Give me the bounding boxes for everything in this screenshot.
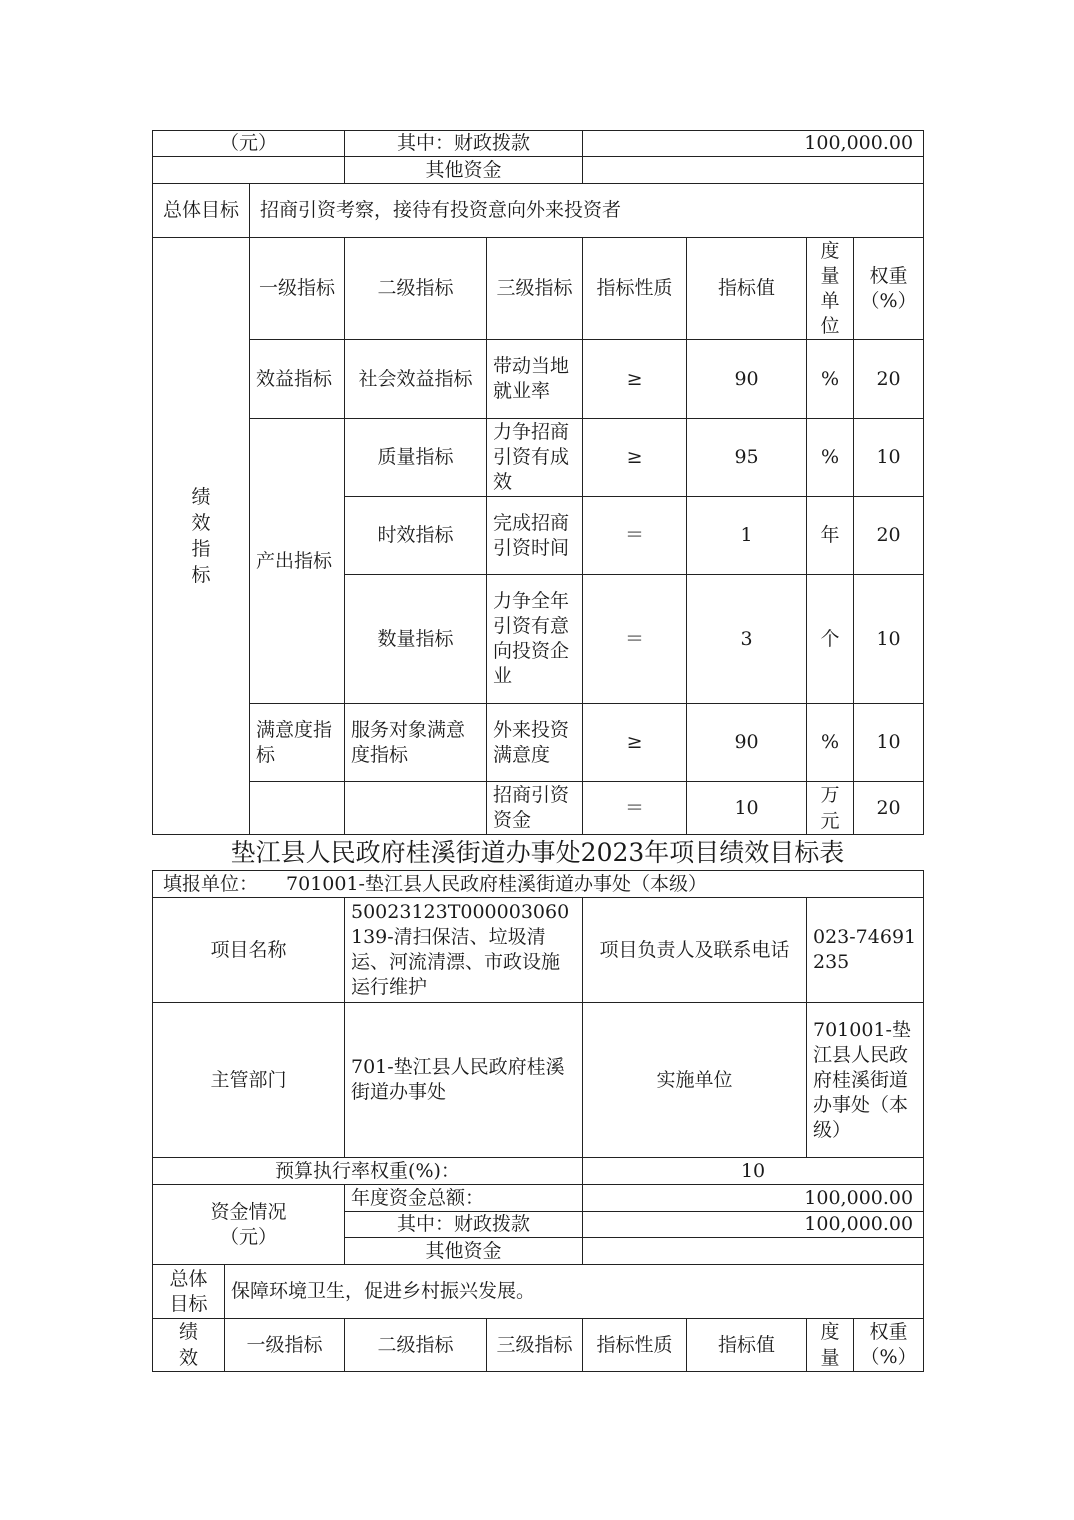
weight-cell: 10 <box>854 419 924 497</box>
weight-cell: 10 <box>854 704 924 782</box>
performance-label: 绩效 <box>153 1319 225 1372</box>
unit-cell: 万元 <box>807 782 854 835</box>
fiscal-value: 100,000.00 <box>583 1212 924 1238</box>
table-row <box>153 419 924 497</box>
fill-unit-value: 701001-垫江县人民政府桂溪街道办事处（本级） <box>286 872 707 895</box>
weight-cell: 20 <box>854 497 924 575</box>
header-level3: 三级指标 <box>487 1319 583 1372</box>
annual-total-value: 100,000.00 <box>583 1185 924 1212</box>
value-cell: 95 <box>687 419 807 497</box>
overall-goal-text: 保障环境卫生，促进乡村振兴发展。 <box>225 1265 924 1319</box>
annual-total-label: 年度资金总额： <box>345 1185 583 1212</box>
header-value: 指标值 <box>687 238 807 340</box>
fiscal-value: 100,000.00 <box>583 131 924 157</box>
unit-cell: 个 <box>807 575 854 704</box>
header-weight: 权重（%） <box>854 1319 924 1372</box>
fund-status-label: 资金情况 （元） <box>153 1185 345 1265</box>
dept-label: 主管部门 <box>153 1003 345 1158</box>
value-cell: 1 <box>687 497 807 575</box>
header-value: 指标值 <box>687 1319 807 1372</box>
fund-unit-label: （元） <box>153 131 345 157</box>
budget-rate-value: 10 <box>583 1158 924 1185</box>
contact-value: 023-74691235 <box>807 898 924 1003</box>
table-row <box>153 340 924 419</box>
level3-cell: 招商引资资金 <box>487 782 583 835</box>
weight-cell: 20 <box>854 340 924 419</box>
performance-target-table <box>152 870 924 1372</box>
value-cell: 10 <box>687 782 807 835</box>
level2-cell: 社会效益指标 <box>345 340 487 419</box>
overall-goal-label: 总体目标 <box>153 184 250 238</box>
impl-unit-value: 701001-垫江县人民政府桂溪街道办事处（本级） <box>807 1003 924 1158</box>
level2-cell: 数量指标 <box>345 575 487 704</box>
header-level3: 三级指标 <box>487 238 583 340</box>
table-row <box>153 782 924 835</box>
header-level1: 一级指标 <box>225 1319 345 1372</box>
project-name-label: 项目名称 <box>153 898 345 1003</box>
header-unit: 度量单位 <box>807 238 854 340</box>
fund-unit-spacer <box>153 157 345 184</box>
header-nature: 指标性质 <box>583 238 687 340</box>
value-cell: 90 <box>687 704 807 782</box>
level3-cell: 带动当地就业率 <box>487 340 583 419</box>
unit-cell: % <box>807 340 854 419</box>
fiscal-label: 其中：财政拨款 <box>345 1212 583 1238</box>
level3-cell: 外来投资满意度 <box>487 704 583 782</box>
level2-cell: 时效指标 <box>345 497 487 575</box>
table-row <box>153 704 924 782</box>
other-funds-value <box>583 1238 924 1265</box>
level2-cell: 服务对象满意度指标 <box>345 704 487 782</box>
level3-cell: 力争招商引资有成效 <box>487 419 583 497</box>
budget-rate-label: 预算执行率权重(%)： <box>153 1158 583 1185</box>
weight-cell: 10 <box>854 575 924 704</box>
nature-cell: ≥ <box>583 704 687 782</box>
header-nature: 指标性质 <box>583 1319 687 1372</box>
level1-cell: 产出指标 <box>250 419 345 704</box>
level3-cell: 力争全年引资有意向投资企业 <box>487 575 583 704</box>
level2-cell: 质量指标 <box>345 419 487 497</box>
performance-indicators-label: 绩效指标 <box>153 238 250 835</box>
level2-cell <box>345 782 487 835</box>
fill-unit-row <box>153 871 924 898</box>
value-cell: 3 <box>687 575 807 704</box>
level1-cell: 效益指标 <box>250 340 345 419</box>
overall-goal-text: 招商引资考察，接待有投资意向外来投资者 <box>250 184 924 238</box>
header-unit: 度量 <box>807 1319 854 1372</box>
level3-cell: 完成招商引资时间 <box>487 497 583 575</box>
nature-cell: ＝ <box>583 575 687 704</box>
unit-cell: % <box>807 704 854 782</box>
nature-cell: ＝ <box>583 497 687 575</box>
impl-unit-label: 实施单位 <box>583 1003 807 1158</box>
overall-goal-label: 总体目标 <box>153 1265 225 1319</box>
header-weight: 权重（%） <box>854 238 924 340</box>
performance-table-continued <box>152 130 924 835</box>
nature-cell: ≥ <box>583 419 687 497</box>
nature-cell: ＝ <box>583 782 687 835</box>
value-cell: 90 <box>687 340 807 419</box>
header-level1: 一级指标 <box>250 238 345 340</box>
other-funds-value <box>583 157 924 184</box>
weight-cell: 20 <box>854 782 924 835</box>
unit-cell: % <box>807 419 854 497</box>
nature-cell: ≥ <box>583 340 687 419</box>
fill-unit-label: 填报单位： <box>163 872 259 895</box>
other-funds-label: 其他资金 <box>345 157 583 184</box>
other-funds-label: 其他资金 <box>345 1238 583 1265</box>
level1-cell: 满意度指标 <box>250 704 345 782</box>
unit-cell: 年 <box>807 497 854 575</box>
contact-label: 项目负责人及联系电话 <box>583 898 807 1003</box>
header-level2: 二级指标 <box>345 238 487 340</box>
project-name-value: 50023123T000003060139-清扫保洁、垃圾清运、河流清漂、市政设施运行维护 <box>345 898 583 1003</box>
header-level2: 二级指标 <box>345 1319 487 1372</box>
fiscal-label: 其中：财政拨款 <box>345 131 583 157</box>
level1-cell <box>250 782 345 835</box>
document-title: 垫江县人民政府桂溪街道办事处2023年项目绩效目标表 <box>230 838 845 867</box>
dept-value: 701-垫江县人民政府桂溪街道办事处 <box>345 1003 583 1158</box>
